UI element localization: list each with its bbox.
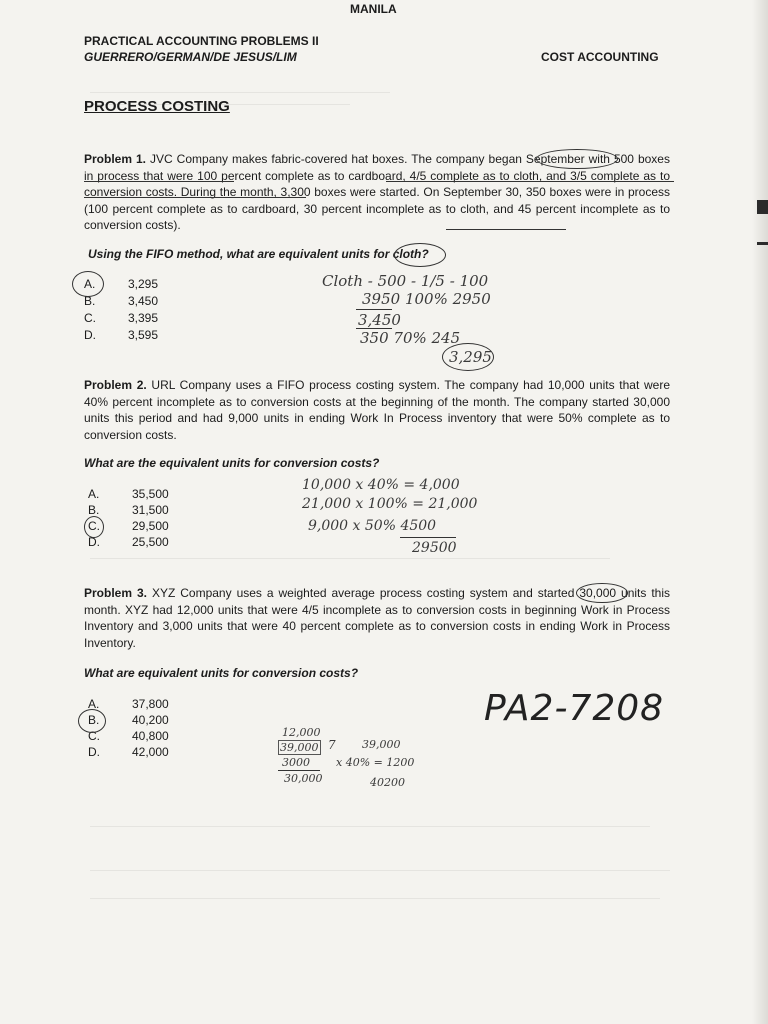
handwritten-note: 9,000 x 50% 4500: [308, 518, 437, 534]
handwritten-underline: [278, 770, 320, 771]
option-letter: C.: [88, 519, 100, 533]
option-value: 40,200: [132, 713, 169, 727]
handwritten-note: 350 70% 245: [360, 329, 461, 347]
pen-underline: [386, 181, 674, 182]
option-value: 29,500: [132, 519, 169, 533]
option-letter: D.: [88, 535, 100, 549]
problem-3-question: What are equivalent units for conversion costs?: [84, 666, 359, 680]
pen-underline: [446, 229, 566, 230]
pen-underline: [84, 181, 234, 182]
document-code: PA2-7208: [484, 688, 665, 729]
answer-circle: [78, 709, 106, 733]
handwritten-note: 3,295: [449, 348, 492, 366]
option-value: 3,395: [128, 311, 159, 325]
problem-body: JVC Company makes fabric-covered hat boxes. The company began September with 500 boxes in process that were 100 percent complete as to cardboard, 4/5 complete as to cloth, and 3/5 complete as to conversion costs. During the month, 3,300 boxes were started. On September 30, 350 boxes were in process (100 percent complete as to cardboard, 30 percent incomplete as to cloth, and 45 percent incomplete as to conversion costs).: [84, 152, 670, 232]
scan-edge-mark: [757, 200, 768, 214]
bleed-through-line: [90, 92, 390, 93]
option-letter: D.: [84, 328, 96, 342]
handwritten-note: 3950 100% 2950: [362, 290, 491, 308]
problem-label: Problem 3.: [84, 586, 147, 600]
handwritten-note: x 40% = 1200: [336, 756, 415, 769]
handwritten-note: 3,450: [358, 311, 401, 329]
problem-label: Problem 1.: [84, 152, 147, 166]
handwritten-note: 12,000: [282, 726, 321, 739]
option-letter: C.: [88, 729, 100, 743]
subject-label: COST ACCOUNTING: [541, 50, 659, 64]
pen-circle: [536, 149, 618, 169]
option-value: 35,500: [132, 487, 169, 501]
option-value: 3,450: [128, 294, 159, 308]
option-value: 3,595: [128, 328, 159, 342]
section-title: PROCESS COSTING: [84, 98, 230, 115]
authors-line: GUERRERO/GERMAN/DE JESUS/LIM: [84, 50, 297, 64]
option-letter: D.: [88, 745, 100, 759]
problem-label: Problem 2.: [84, 378, 147, 392]
pen-circle: [394, 243, 446, 267]
handwritten-note: 21,000 x 100% = 21,000: [302, 496, 478, 512]
handwritten-note: 39,000: [280, 741, 319, 754]
handwritten-note: 39,000: [362, 738, 401, 751]
option-letter: B.: [84, 294, 96, 308]
handwritten-note: 30,000: [284, 772, 323, 785]
option-letter: B.: [88, 503, 100, 517]
handwritten-note: 29500: [412, 540, 457, 556]
header-city: MANILA: [350, 2, 397, 16]
answer-circle: [72, 271, 104, 297]
bleed-through-line: [90, 870, 670, 871]
option-value: 3,295: [128, 277, 159, 291]
course-title: PRACTICAL ACCOUNTING PROBLEMS II: [84, 34, 319, 48]
problem-2-text: [84, 377, 670, 443]
handwritten-note: Cloth - 500 - 1/5 - 100: [322, 272, 489, 290]
pen-circle: [576, 583, 628, 603]
option-letter: A.: [84, 277, 96, 291]
bleed-through-line: [90, 898, 660, 899]
handwritten-circle: [442, 343, 494, 371]
problem-body: XYZ Company uses a weighted average process costing system and started 30,000 units this month. XYZ had 12,000 units that were 4/5 incomplete as to conversion costs in beginning Work in Process Inventory and 3,000 units that were 40 percent complete as to conversion costs in ending Work in Process Inventory.: [84, 586, 670, 650]
problem-1-question: Using the FIFO method, what are equivalent units for cloth?: [88, 247, 429, 261]
option-letter: B.: [88, 713, 100, 727]
option-letter: C.: [84, 311, 96, 325]
problem-body: URL Company uses a FIFO process costing system. The company had 10,000 units that were 40% percent incomplete as to conversion costs at the beginning of the month. The company started 30,000 units this period and had 9,000 units in ending Work In Process inventory that were 50% complete as to conversion costs.: [84, 378, 670, 442]
scan-edge-mark: [757, 242, 768, 245]
handwritten-arrow: 7: [328, 738, 336, 752]
pen-underline: [84, 197, 306, 198]
option-letter: A.: [88, 697, 100, 711]
handwritten-underline: [356, 309, 392, 310]
option-letter: A.: [88, 487, 100, 501]
scan-edge-shadow: [752, 0, 768, 1024]
bleed-through-line: [90, 558, 610, 559]
handwritten-note: 10,000 x 40% = 4,000: [302, 477, 460, 493]
handwritten-note: 3000: [282, 756, 310, 769]
problem-2-question: What are the equivalent units for conversion costs?: [84, 456, 380, 470]
handwritten-underline: [400, 537, 456, 538]
handwritten-note: 40200: [370, 776, 405, 789]
option-value: 42,000: [132, 745, 169, 759]
option-value: 25,500: [132, 535, 169, 549]
option-value: 37,800: [132, 697, 169, 711]
option-value: 40,800: [132, 729, 169, 743]
bleed-through-line: [90, 826, 650, 827]
option-value: 31,500: [132, 503, 169, 517]
answer-circle: [84, 516, 104, 538]
